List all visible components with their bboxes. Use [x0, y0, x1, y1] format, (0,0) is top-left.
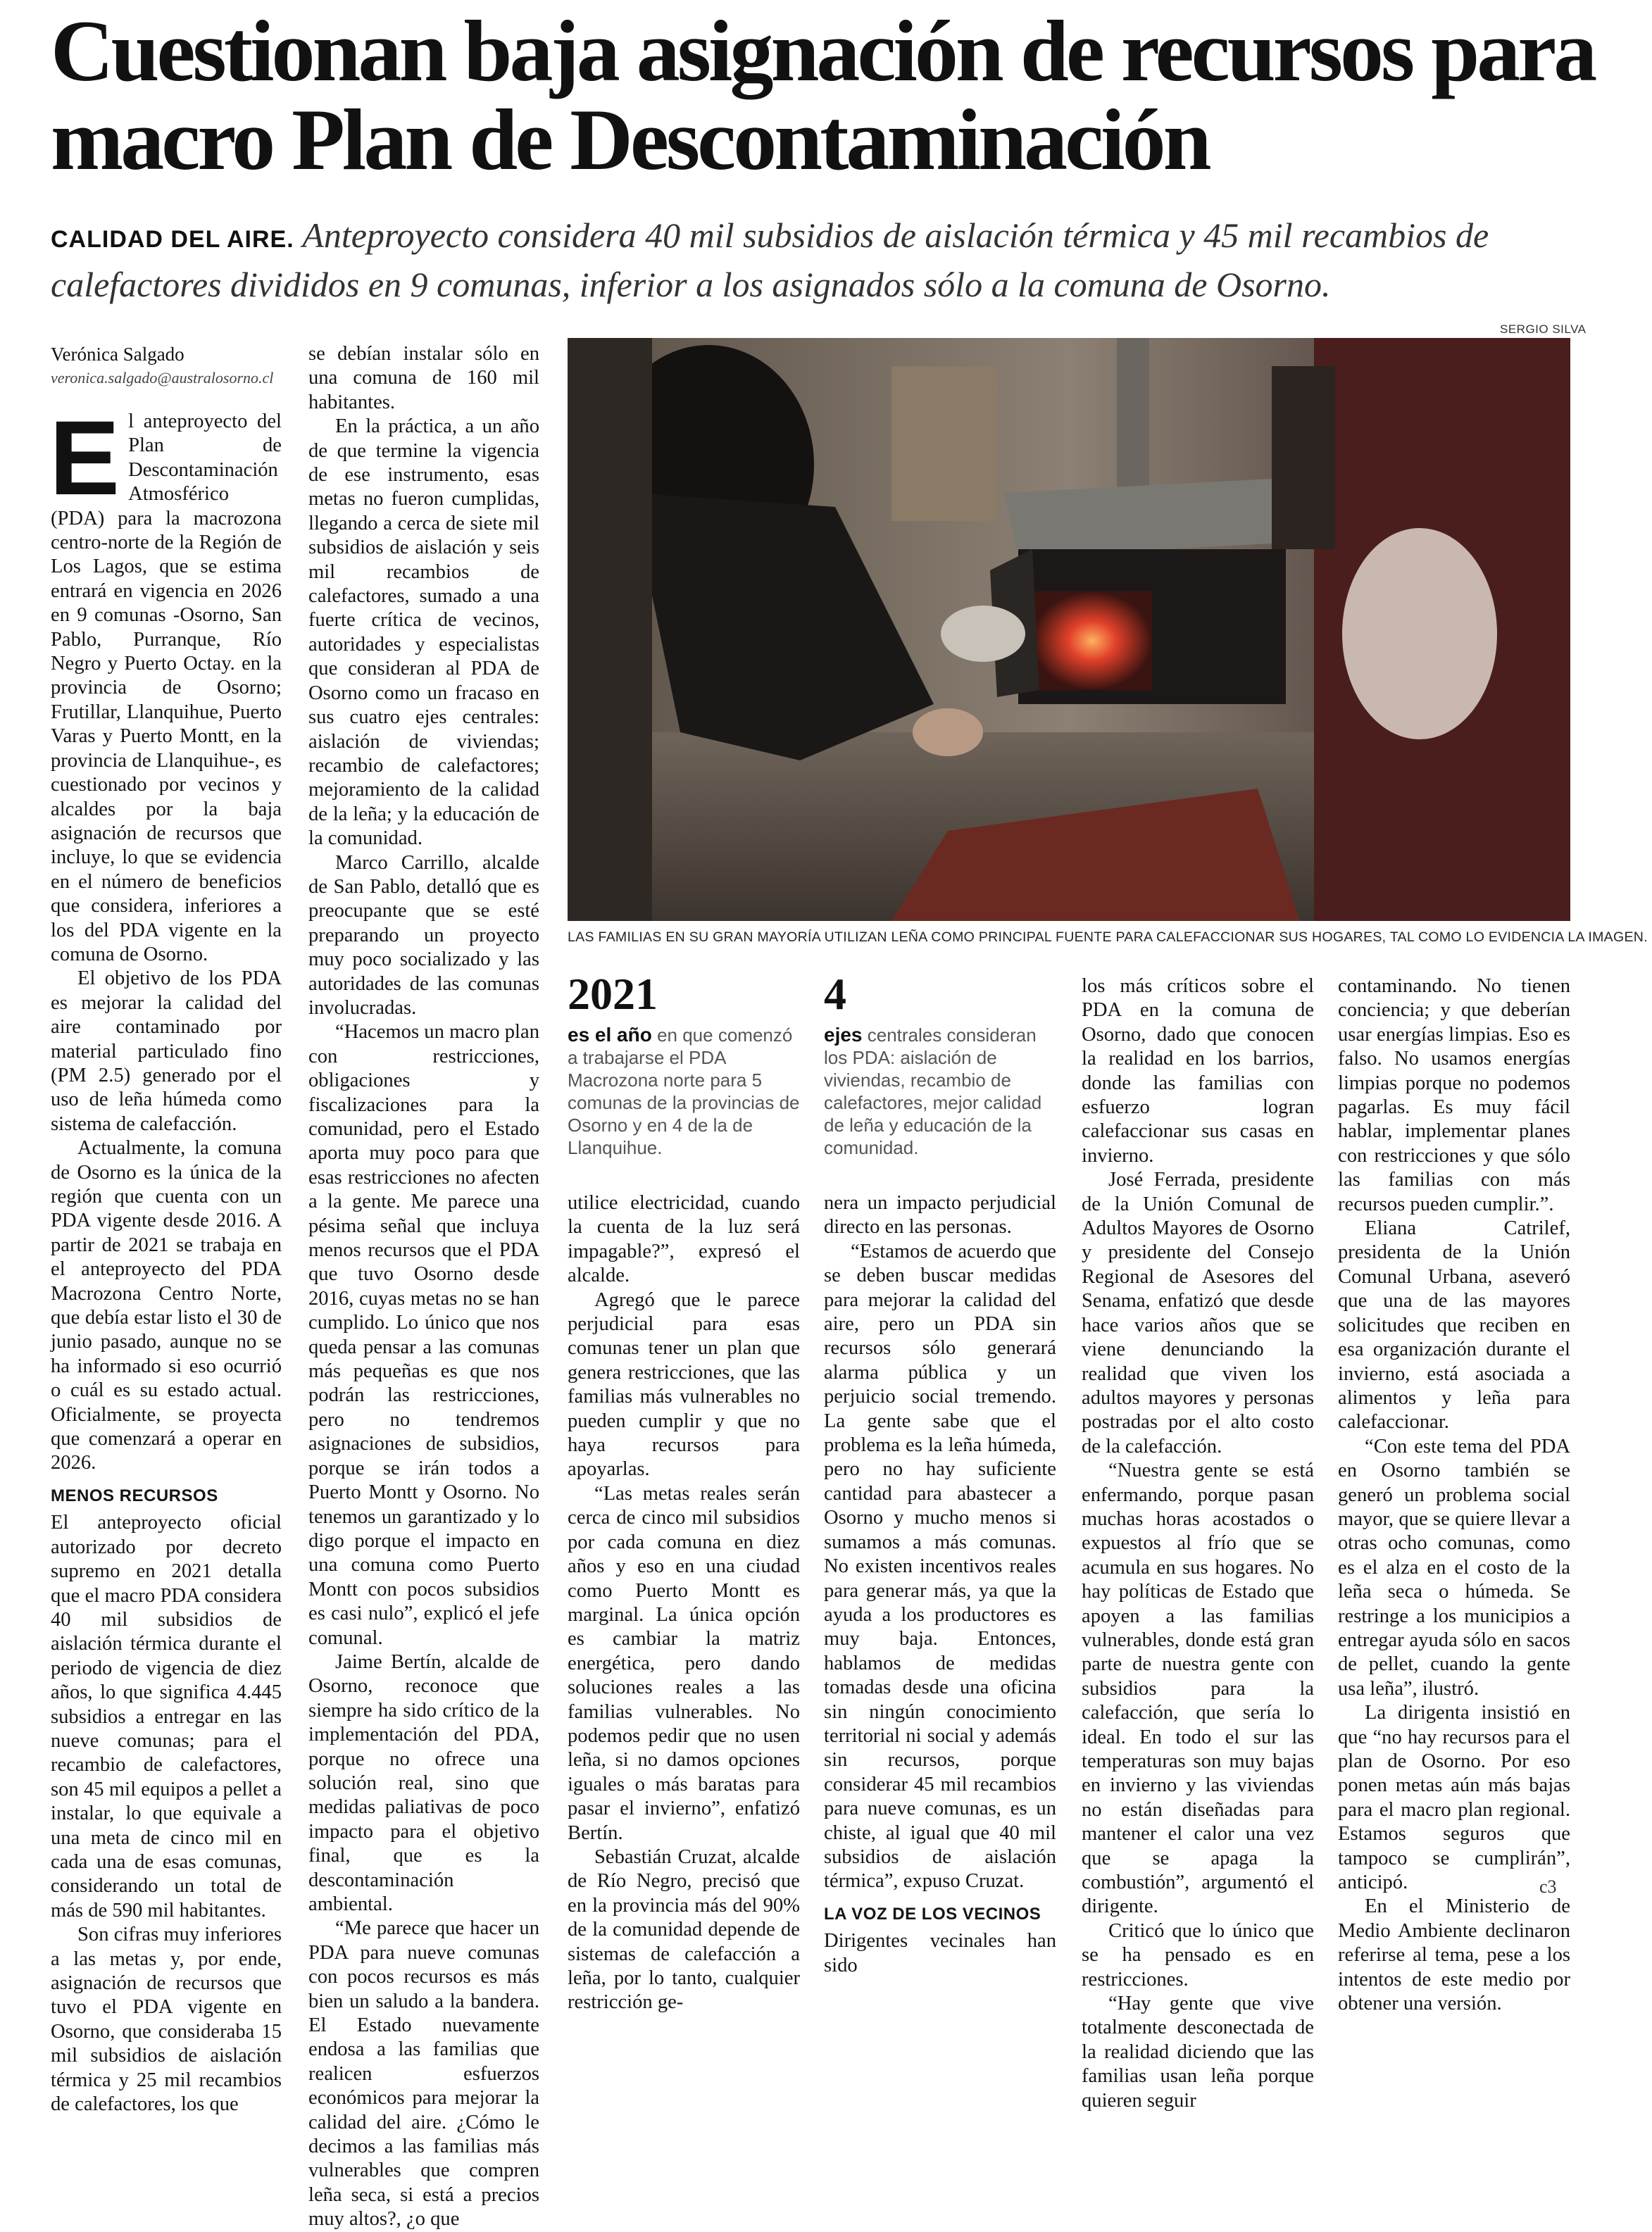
paragraph: Actualmente, la comuna de Osorno es la única de la región que cuenta con un PDA vigente desde 2016. A partir de 2021 se trabaja en el anteproyecto del PDA Macrozona Centro Norte, que debía estar listo el 30 de junio pasado, aunque no se ha informado si eso ocurrió o cuál es su estado actual. Oficialmente, se proyecta que comenzará a operar en 2026. — [51, 1137, 282, 1474]
fact-lead: es el año — [568, 1024, 652, 1046]
paragraph: “Las metas reales serán cerca de cinco mil subsidios por cada comuna en diez años y eso en una ciudad como Puerto Montt es marginal. La única opción es cambiar la matriz energética, pero dando soluciones reales a las familias vulnerables. No podemos pedir que no usen leña, si no damos opciones iguales o más baratas para pasar el invierno”, enfatizó Bertín. — [568, 1482, 800, 1844]
subheading-menos-recursos: MENOS RECURSOS — [51, 1486, 218, 1505]
deck — [51, 213, 1621, 307]
fact-number: 2021 — [568, 969, 658, 1019]
deck-kicker: CALIDAD DEL AIRE. — [51, 226, 294, 253]
paragraph: “Estamos de acuerdo que se deben buscar medidas para mejorar la calidad del aire, pero un PDA sin recursos sólo generará alarma pública y un perjuicio social tremendo. La gente sabe que el problema es la leña húmeda, pero no hay suficiente cantidad para abastecer a Osorno y mucho menos si sumamos a más comunas. No existen incentivos reales para generar más, ya que la ayuda a los productores es muy baja. Entonces, hablamos de medidas tomadas desde una oficina sin ningún conocimiento territorial ni social y además sin recursos, porque considerar 45 mil recambios para nueve comunas, es un chiste, al igual que 40 mil subsidios de aislación térmica”, expuso Cruzat. — [824, 1240, 1056, 1893]
end-mark: c3 — [1539, 1876, 1557, 1897]
article-column-1 — [49, 399, 282, 2117]
paragraph: Sebastián Cruzat, alcalde de Río Negro, precisó que en la provincia más del 90% de la comunidad depende de sistemas de calefacción a leña, por lo tanto, cualquier restricción ge- — [568, 1845, 800, 2014]
drop-cap: E — [49, 399, 120, 517]
paragraph: Jaime Bertín, alcalde de Osorno, reconoce que siempre ha sido crítico de la implementación del PDA, porque no ofrece una solución real, sino que medidas paliativas de poco impacto para el objetivo final, que es la descontaminación ambiental. — [308, 1650, 539, 1915]
paragraph: “Me parece que hacer un PDA para nueve comunas con pocos recursos es más bien un saludo a la bandera. El Estado nuevamente endosa a las familias que realicen esfuerzos económicos para mejorar la calidad del aire. ¿Cómo le decimos a las familias más vulnerables que compren leña seca, si está a precios muy altos?, ¿o que — [308, 1917, 539, 2231]
paragraph: “Hacemos un macro plan con restricciones, obligaciones y fiscalizaciones para la comunidad, pero el Estado aporta muy poco para que esas restricciones no afecten a la gente. Me parece una pésima señal que incluya menos recursos que el PDA que tuvo Osorno desde 2016, cuyas metas no se han cumplido. Lo único que nos queda pensar a las comunas más pequeñas es que nos podrán las restricciones, pero no tendremos asignaciones de subsidios, porque se irán todos a Puerto Montt y Osorno. No tenemos un garantizado y lo digo porque el impacto en una comuna como Puerto Montt con pocos subsidios es casi nulo”, explicó el jefe comunal. — [308, 1021, 539, 1649]
paragraph: José Ferrada, presidente de la Unión Comunal de Adultos Mayores de Osorno y presidente del Consejo Regional de Asesores del Senama, enfatizó que desde hace varios años que se viene denunciando la realidad que viven los adultos mayores y personas postradas por el alto costo de la calefacción. — [1082, 1169, 1314, 1457]
fact-lead: ejes — [824, 1024, 863, 1046]
paragraph: “Hay gente que vive totalmente desconectada de la realidad diciendo que las familias usan leña porque quieren seguir — [1082, 1993, 1314, 2112]
fact-text — [824, 1024, 1056, 1159]
fact-text — [568, 1024, 800, 1159]
fact-box-2021 — [568, 969, 800, 1159]
subheading-la-voz-de-los-vecinos: LA VOZ DE LOS VECINOS — [824, 1904, 1041, 1924]
paragraph: “Con este tema del PDA en Osorno también se generó un problema social mayor, que se quiere llevar a otras ocho comunas, como es el alza en el costo de la leña seca o húmeda. Se restringe a los municipios a entregar ayuda sólo en sacos de pellet, cuando la gente usa leña”, ilustró. — [1338, 1435, 1570, 1700]
article-column-5 — [1082, 974, 1314, 2113]
paragraph: Agregó que le parece perjudicial para esas comunas tener un plan que genera restricciones, que las familias más vulnerables no pueden cumplir y que no haya recursos para apoyarlas. — [568, 1289, 800, 1481]
byline-author: Verónica Salgado — [51, 344, 184, 365]
paragraph: En el Ministerio de Medio Ambiente declinaron referirse al tema, pese a los intentos de este medio por obtener una versión. — [1338, 1895, 1570, 2015]
paragraph: utilice electricidad, cuando la cuenta de la luz será impagable?”, expresó el alcalde. — [568, 1192, 800, 1287]
byline-email: veronica.salgado@australosorno.cl — [51, 369, 274, 387]
paragraph: se debían instalar sólo en una comuna de 160 mil habitantes. — [308, 343, 539, 413]
article-column-2 — [308, 342, 539, 2232]
photo-credit: SERGIO SILVA — [1500, 322, 1587, 336]
article-column-6 — [1338, 974, 1570, 2016]
paragraph: En la práctica, a un año de que termine la vigencia de ese instrumento, esas metas no fueron cumplidas, llegando a cerca de siete mil subsidios de aislación y seis mil recambios de calefactores, sumado a una fuerte crítica de vecinos, autoridades y especialistas que consideran al PDA de Osorno como un fracaso en sus cuatro ejes centrales: aislación de viviendas; recambio de calefactores; mejoramiento de la calidad de la leña; y la educación de la comunidad. — [308, 415, 539, 850]
headline: Cuestionan baja asignación de recursos para macro Plan de Descontaminación — [51, 3, 1595, 188]
paragraph: Son cifras muy inferiores a las metas y, por ende, asignación de recursos que tuvo el PDA vigente en Osorno, que consideraba 15 mil subsidios de aislación térmica y 25 mil recambios de calefactores, los que — [51, 1924, 282, 2116]
news-photo — [568, 338, 1570, 921]
photo-caption: LAS FAMILIAS EN SU GRAN MAYORÍA UTILIZAN LEÑA COMO PRINCIPAL FUENTE PARA CALEFACCIONAR SUS HOGARES, TAL COMO LO EVIDENCIA LA IMAGEN. — [568, 929, 1648, 945]
paragraph: l anteproyecto del Plan de Descontaminación Atmosférico (PDA) para la macrozona centro-norte de la Región de Los Lagos, que se estima entrará en vigencia en 2026 en 9 comunas -Osorno, San Pablo, Purranque, Río Negro y Puerto Octay. en la provincia de Osorno; Frutillar, Llanquihue, Puerto Varas y Puerto Montt, en la provincia de Llanquihue-, es cuestionado por vecinos y alcaldes por la baja asignación de recursos que incluye, lo que se evidencia en el número de beneficios que considera, inferiores a los del PDA vigente en la comuna de Osorno. — [51, 410, 282, 965]
paragraph: La dirigenta insistió en que “no hay recursos para el plan de Osorno. Por eso ponen metas aún más bajas para el macro plan regional. Estamos seguros que tampoco se cumplirán”, anticipó. — [1338, 1702, 1570, 1894]
deck-text: Anteproyecto considera 40 mil subsidios de aislación térmica y 45 mil recambios de calefactores divididos en 9 comunas, inferior a los asignados sólo a la comuna de Osorno. — [51, 215, 1489, 304]
paragraph: “Nuestra gente se está enfermando, porque pasan muchas horas acostados o expuestos al frío que se acumula en sus hogares. No hay políticas de Estado que apoyen a las familias vulnerables, donde está gran parte de nuestra gente con subsidios para la calefacción, que sería lo ideal. En todo el sur las temperaturas son muy bajas en invierno y las viviendas no están diseñadas para mantener el calor una vez que se apaga la combustión”, argumentó el dirigente. — [1082, 1460, 1314, 1918]
article-column-3 — [568, 1191, 800, 2015]
paragraph: El objetivo de los PDA es mejorar la calidad del aire contaminado por material particulado fino (PM 2.5) generado por el uso de leña húmeda como sistema de calefacción. — [51, 967, 282, 1135]
paragraph: El anteproyecto oficial autorizado por decreto supremo en 2021 detalla que el macro PDA considera 40 mil subsidios de aislación térmica durante el periodo de vigencia de diez años, lo que significa 4.445 subsidios a entregar en las nueve comunas; para el recambio de calefactores, son 45 mil equipos a pellet a instalar, lo que equivale a una meta de cinco mil en cada una de esas comunas, considerando un total de más de 590 mil habitantes. — [51, 1512, 282, 1921]
fact-number: 4 — [824, 969, 846, 1019]
paragraph: Marco Carrillo, alcalde de San Pablo, detalló que es preocupante que se esté preparando un proyecto muy poco socializado y las autoridades de las comunas involucradas. — [308, 851, 539, 1019]
paragraph: Criticó que lo único que se ha pensado es en restricciones. — [1082, 1919, 1314, 1990]
paragraph: contaminando. No tienen conciencia; y que deberían usar energías limpias. Eso es falso. No usamos energías limpias porque no podemos pagarlas. Es muy fácil hablar, implementar planes con restricciones y que sólo las familias con más recursos pueden cumplir.”. — [1338, 975, 1570, 1215]
paragraph: Eliana Catrilef, presidenta de la Unión Comunal Urbana, aseveró que una de las mayores solicitudes que reciben en esa organización durante el invierno, está asociada a alimentos y leña para calefaccionar. — [1338, 1217, 1570, 1434]
fact-box-4 — [824, 969, 1056, 1159]
article-column-4 — [824, 1191, 1056, 1978]
fact-body: centrales consideran los PDA: aislación de viviendas, recambio de calefactores, mejor calidad de leña y educación de la comunidad. — [824, 1024, 1042, 1158]
fact-body: en que comenzó a trabajarse el PDA Macrozona norte para 5 comunas de la provincias de Osorno y en 4 de la de Llanquihue. — [568, 1024, 800, 1158]
woodstove-photo-illustration — [568, 338, 1570, 921]
paragraph: nera un impacto perjudicial directo en las personas. — [824, 1192, 1056, 1239]
paragraph: los más críticos sobre el PDA en la comuna de Osorno, dado que conocen la realidad en los barrios, donde las familias con esfuerzo logran calefaccionar sus casas en invierno. — [1082, 975, 1314, 1167]
paragraph: Dirigentes vecinales han sido — [824, 1930, 1056, 1976]
